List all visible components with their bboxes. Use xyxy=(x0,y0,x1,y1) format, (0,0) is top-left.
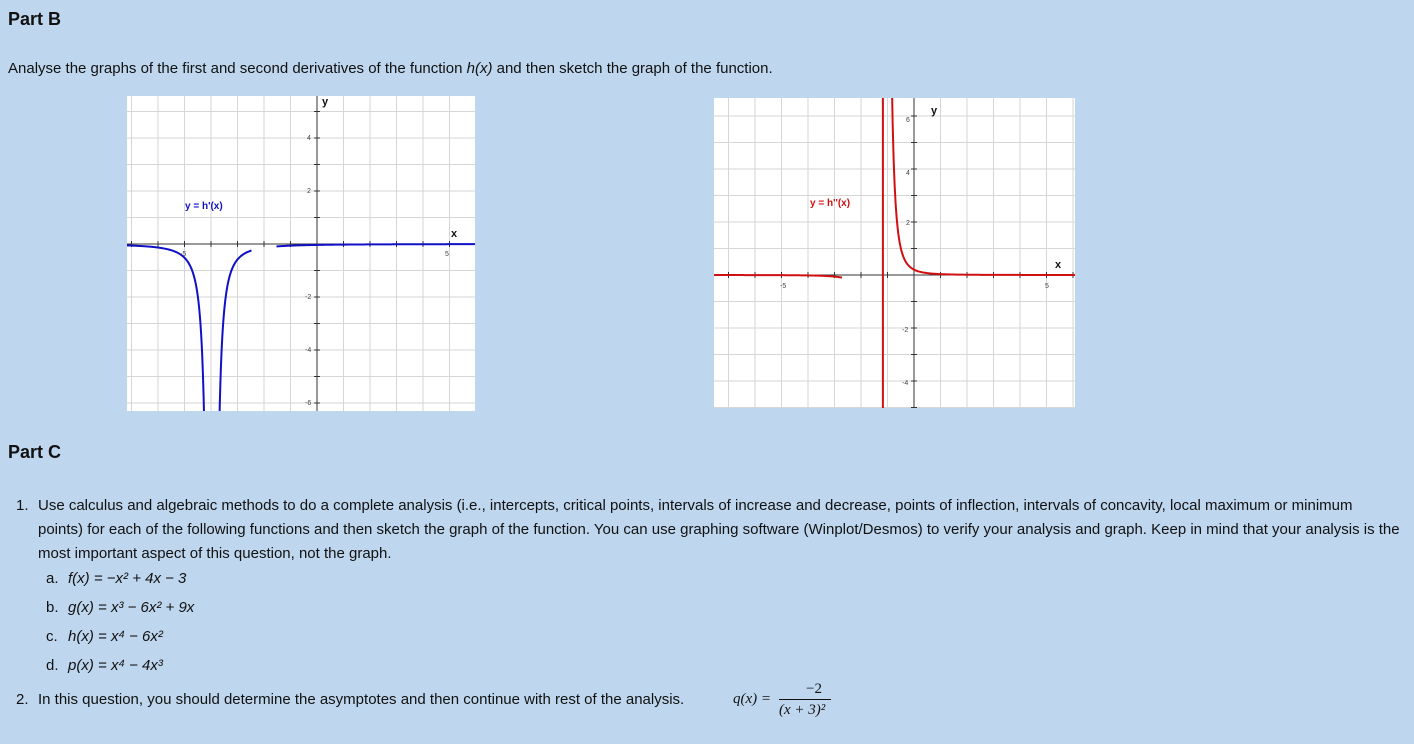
question-text: In this question, you should determine the asymptotes and then continue with rest of the analysis. xyxy=(38,691,685,708)
y-tick-label: 6 xyxy=(906,117,910,124)
fraction-bar xyxy=(779,699,831,700)
sub-item-c xyxy=(46,628,163,645)
x-tick-label: 5 xyxy=(445,251,449,258)
function-name: f(x) xyxy=(68,570,90,587)
function-expression: = −x² + 4x − 3 xyxy=(89,570,187,587)
y-tick-label: 4 xyxy=(307,135,311,142)
y-tick-label: 2 xyxy=(307,188,311,195)
x-tick-label: -5 xyxy=(780,283,787,290)
sub-item-letter: a. xyxy=(46,570,59,587)
grid-lines xyxy=(714,98,1075,408)
function-name: h(x) xyxy=(68,628,94,645)
formula-lhs: q(x) = xyxy=(733,691,772,707)
y-tick-label: -2 xyxy=(902,327,909,334)
y-axis-label: y xyxy=(322,96,329,108)
formula-numerator: −2 xyxy=(806,681,822,697)
question-2 xyxy=(16,691,684,708)
part-b-intro xyxy=(8,60,773,77)
intro-function: h(x) xyxy=(466,60,493,77)
y-tick-label: -4 xyxy=(902,380,909,387)
second-derivative-graph xyxy=(714,98,1075,408)
function-expression: = x⁴ − 6x² xyxy=(93,628,163,645)
y-tick-label: -4 xyxy=(305,347,312,354)
question-1 xyxy=(16,494,1401,566)
question-text: Use calculus and algebraic methods to do a complete analysis (i.e., intercepts, critical points, intervals of increase and decrease, points of inflection, intervals of concavity, local maximum or minimum points) for each of the following functions and then sketch the graph of the function. You can use graphing software (Winplot/Desmos) to verify your analysis and graph. Keep in mind that your analysis is the most important aspect of this question, not the graph. xyxy=(38,497,1400,562)
question-number: 1. xyxy=(16,497,29,514)
y-tick-label: 4 xyxy=(906,170,910,177)
sub-item-letter: d. xyxy=(46,657,59,674)
intro-prefix: Analyse the graphs of the first and second derivatives of the function xyxy=(8,60,467,77)
sub-item-a xyxy=(46,570,186,587)
intro-suffix: and then sketch the graph of the function. xyxy=(492,60,773,77)
h-double-prime-curve-left xyxy=(714,275,842,278)
x-tick-label: -5 xyxy=(180,251,187,258)
function-expression: = x⁴ − 4x³ xyxy=(93,657,163,674)
function-label: y = h'(x) xyxy=(185,201,223,212)
h-prime-curve-right xyxy=(277,244,476,246)
sub-item-d xyxy=(46,657,163,674)
x-axis-label: x xyxy=(451,228,458,240)
y-tick-label: -2 xyxy=(305,294,312,301)
second-derivative-plot xyxy=(714,98,1075,408)
part-c-heading: Part C xyxy=(8,442,62,462)
first-derivative-graph xyxy=(127,96,475,411)
sub-item-letter: c. xyxy=(46,628,58,645)
function-name: g(x) xyxy=(68,599,94,616)
first-derivative-plot xyxy=(127,96,475,411)
formula-denominator: (x + 3)² xyxy=(779,702,826,718)
y-tick-label: -6 xyxy=(305,400,312,407)
function-name: p(x) xyxy=(68,657,94,674)
x-tick-label: 5 xyxy=(1045,283,1049,290)
function-expression: = x³ − 6x² + 9x xyxy=(93,599,195,616)
part-b-heading: Part B xyxy=(8,9,62,29)
x-axis-label: x xyxy=(1055,259,1062,271)
sub-item-letter: b. xyxy=(46,599,59,616)
function-label: y = h''(x) xyxy=(810,198,851,209)
y-tick-label: 2 xyxy=(906,220,910,227)
sub-item-b xyxy=(46,599,194,616)
question-number: 2. xyxy=(16,691,29,708)
y-axis-label: y xyxy=(931,105,938,117)
h-double-prime-curve-right xyxy=(880,98,1075,408)
